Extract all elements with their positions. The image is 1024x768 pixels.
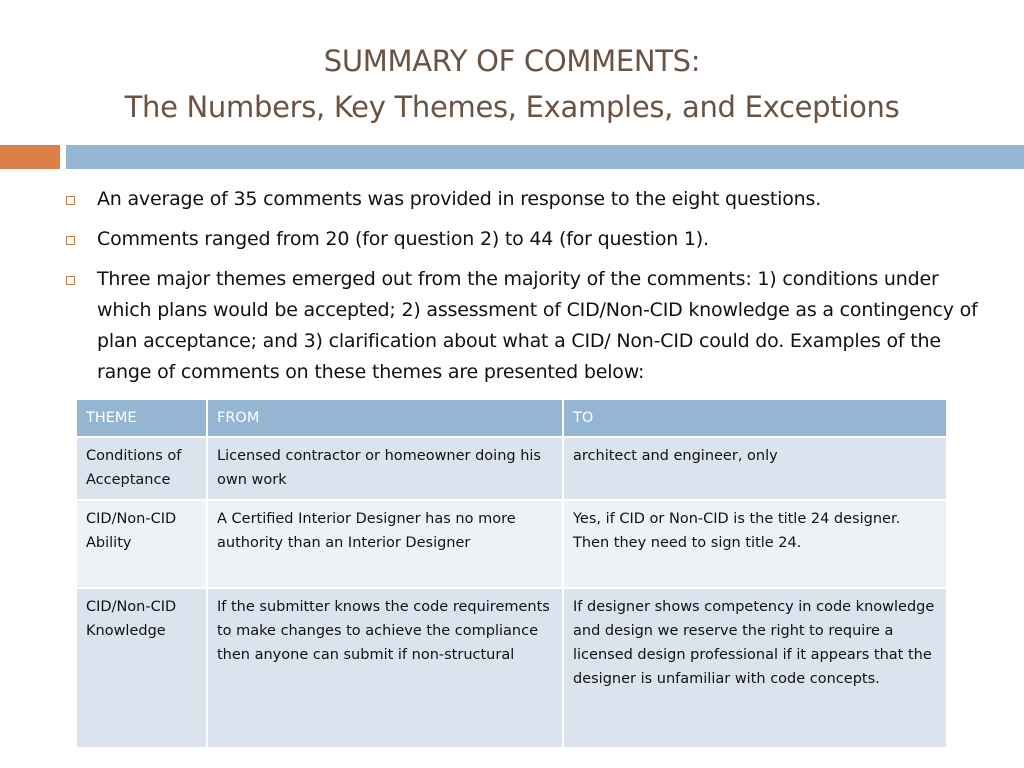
cell-theme: CID/Non-CID Knowledge <box>77 588 207 748</box>
accent-bar-blue <box>66 145 1024 169</box>
bullet-item <box>62 224 992 255</box>
cell-to: If designer shows competency in code knowledge and design we reserve the right to require a licensed design professional if it appears that the designer is unfamiliar with code concepts. <box>563 588 947 748</box>
cell-theme: CID/Non-CID Ability <box>77 500 207 588</box>
comments-table <box>77 400 948 749</box>
table-row <box>77 437 947 500</box>
square-bullet-icon <box>66 276 75 285</box>
bullet-item <box>62 184 992 215</box>
header-theme: THEME <box>77 400 207 437</box>
square-bullet-icon <box>66 196 75 205</box>
title-line-2: The Numbers, Key Themes, Examples, and Exceptions <box>124 90 900 124</box>
table-row <box>77 500 947 588</box>
header-from: FROM <box>207 400 563 437</box>
cell-from: If the submitter knows the code requirements to make changes to achieve the compliance then anyone can submit if non-structural <box>207 588 563 748</box>
cell-from: A Certified Interior Designer has no more authority than an Interior Designer <box>207 500 563 588</box>
slide-title <box>0 38 1024 130</box>
table-header-row <box>77 400 947 437</box>
accent-bar-orange <box>0 145 60 169</box>
header-to: TO <box>563 400 947 437</box>
cell-theme: Conditions of Acceptance <box>77 437 207 500</box>
bullet-list <box>62 184 992 397</box>
bullet-text: Comments ranged from 20 (for question 2) to 44 (for question 1). <box>97 228 709 250</box>
title-line-1: SUMMARY OF COMMENTS: <box>323 44 701 78</box>
bullet-text: Three major themes emerged out from the majority of the comments: 1) conditions under which plans would be accepted; 2) assessment of CID/Non-CID knowledge as a contingency of plan acceptance; and 3) clarification about what a CID/ Non-CID could do. Examples of the range of comments on these themes are presented below: <box>97 268 978 383</box>
square-bullet-icon <box>66 236 75 245</box>
bullet-item <box>62 264 992 388</box>
bullet-text: An average of 35 comments was provided in response to the eight questions. <box>97 188 822 210</box>
table-row <box>77 588 947 748</box>
cell-from: Licensed contractor or homeowner doing his own work <box>207 437 563 500</box>
cell-to: architect and engineer, only <box>563 437 947 500</box>
cell-to: Yes, if CID or Non-CID is the title 24 designer. Then they need to sign title 24. <box>563 500 947 588</box>
